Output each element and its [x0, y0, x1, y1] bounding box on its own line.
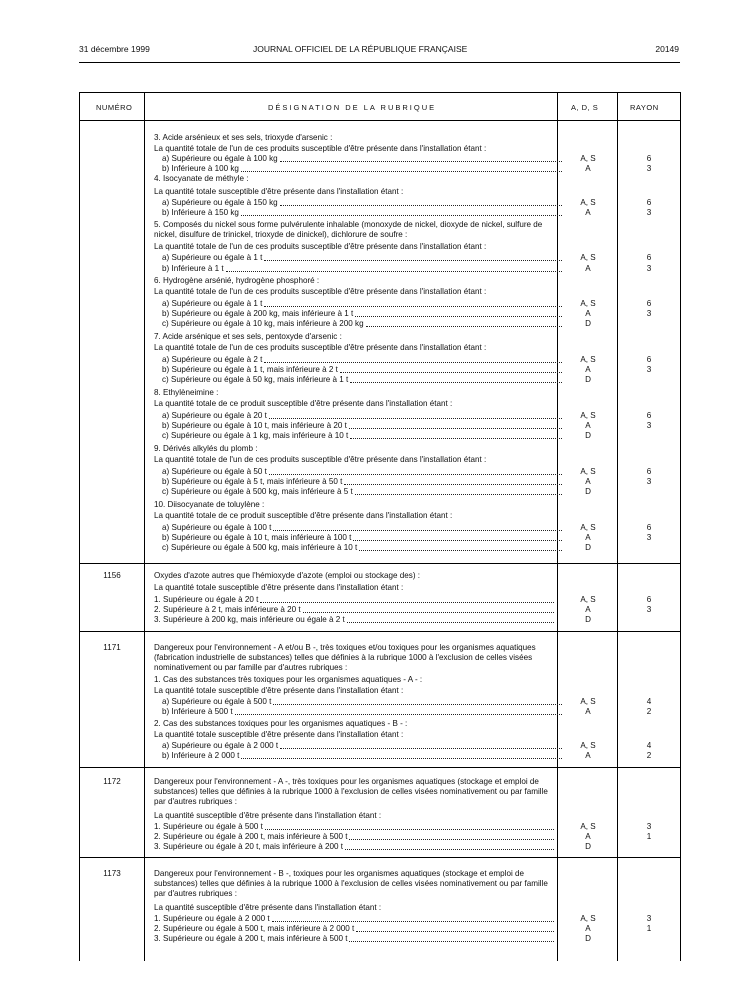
- rayon-value: 2: [646, 751, 652, 760]
- ads-value: D: [585, 842, 591, 851]
- ads-value: A, S: [580, 914, 596, 923]
- row-separator: [80, 563, 680, 564]
- threshold-line: 3. Supérieure ou égale à 20 t, mais inférieure à 200 t: [154, 842, 554, 852]
- ads-value: A, S: [580, 595, 596, 604]
- quantity-intro: La quantité totale susceptible d'être présente dans l'installation étant :: [154, 583, 404, 592]
- quantity-intro: La quantité totale susceptible d'être présente dans l'installation étant :: [154, 686, 404, 695]
- col-header-rayon: RAYON: [630, 103, 659, 112]
- ads-value: D: [585, 375, 591, 384]
- rayon-value: 6: [646, 595, 652, 604]
- page-header: [79, 44, 679, 56]
- item-heading: 4. Isocyanate de méthyle :: [154, 174, 249, 183]
- ads-value: A: [585, 707, 591, 716]
- quantity-intro: La quantité susceptible d'être présente dans l'installation étant :: [154, 903, 382, 912]
- item-heading: 5. Composés du nickel sous forme pulvérulente inhalable (monoxyde de nickel, dioxyde de nickel, sulfure de nickel, disulfure de trinickel, trioxyde de dinickel), dichlorure de soufre :: [154, 220, 543, 239]
- quantity-intro: La quantité totale de l'un de ces produits susceptible d'être présente dans l'installation étant :: [154, 144, 487, 153]
- ads-value: A: [585, 477, 591, 486]
- threshold-line: b) Inférieure à 500 t: [154, 707, 562, 717]
- rayon-value: 6: [646, 411, 652, 420]
- rayon-value: 4: [646, 741, 652, 750]
- ads-value: A, S: [580, 198, 596, 207]
- threshold-line: b) Supérieure ou égale à 5 t, mais inférieure à 50 t: [154, 477, 562, 487]
- rayon-value: 3: [646, 421, 652, 430]
- rubrique-title: Dangereux pour l'environnement - A et/ou B -, très toxiques et/ou toxiques pour les organismes aquatiques (fabrication industrielle de substances) telles que définies à la rubrique 1000 à l'exclusion de celles visées nominativement ou par famille par d'autres rubriques :: [154, 643, 536, 672]
- header-date: 31 décembre 1999: [79, 44, 150, 54]
- ads-value: A: [585, 208, 591, 217]
- rayon-value: 1: [646, 832, 652, 841]
- ads-value: A, S: [580, 154, 596, 163]
- row-separator: [80, 631, 680, 632]
- header-title: JOURNAL OFFICIEL DE LA RÉPUBLIQUE FRANÇAISE: [253, 44, 468, 54]
- rayon-value: 6: [646, 198, 652, 207]
- ads-value: A, S: [580, 411, 596, 420]
- threshold-line: a) Supérieure ou égale à 20 t: [154, 411, 562, 421]
- rayon-value: 4: [646, 697, 652, 706]
- ads-value: A: [585, 164, 591, 173]
- quantity-intro: La quantité totale de ce produit susceptible d'être présente dans l'installation étant :: [154, 399, 453, 408]
- rayon-value: 6: [646, 467, 652, 476]
- quantity-intro: La quantité totale de l'un de ces produits susceptible d'être présente dans l'installation étant :: [154, 343, 487, 352]
- rubrique-number: 1172: [103, 777, 121, 786]
- threshold-line: 3. Supérieure ou égale à 200 t, mais inférieure à 500 t: [154, 934, 554, 944]
- threshold-line: 3. Supérieure à 200 kg, mais inférieure ou égale à 2 t: [154, 615, 554, 625]
- rubrique-number: 1171: [103, 643, 121, 652]
- rayon-value: 3: [646, 164, 652, 173]
- ads-value: A: [585, 924, 591, 933]
- header-page-number: 20149: [655, 44, 679, 54]
- threshold-line: a) Supérieure ou égale à 2 t: [154, 355, 562, 365]
- rayon-value: 2: [646, 707, 652, 716]
- threshold-line: b) Supérieure ou égale à 10 t, mais inférieure à 20 t: [154, 421, 562, 431]
- rayon-value: 6: [646, 154, 652, 163]
- rayon-value: 3: [646, 533, 652, 542]
- row-separator: [80, 767, 680, 768]
- threshold-line: b) Inférieure à 150 kg: [154, 208, 562, 218]
- threshold-line: 1. Supérieure ou égale à 2 000 t: [154, 914, 554, 924]
- quantity-intro: La quantité totale de l'un de ces produits susceptible d'être présente dans l'installation étant :: [154, 287, 487, 296]
- rayon-value: 6: [646, 355, 652, 364]
- threshold-line: a) Supérieure ou égale à 1 t: [154, 299, 562, 309]
- quantity-intro: La quantité totale susceptible d'être présente dans l'installation étant :: [154, 730, 404, 739]
- item-heading: 9. Dérivés alkylés du plomb :: [154, 444, 258, 453]
- threshold-line: 1. Supérieure ou égale à 500 t: [154, 822, 554, 832]
- ads-value: A: [585, 832, 591, 841]
- threshold-line: a) Supérieure ou égale à 100 t: [154, 523, 562, 533]
- quantity-intro: La quantité totale de l'un de ces produits susceptible d'être présente dans l'installation étant :: [154, 455, 487, 464]
- rayon-value: 3: [646, 605, 652, 614]
- rayon-value: 3: [646, 914, 652, 923]
- quantity-intro: La quantité totale de l'un de ces produits susceptible d'être présente dans l'installation étant :: [154, 242, 487, 251]
- threshold-line: 1. Supérieure ou égale à 20 t: [154, 595, 554, 605]
- threshold-line: a) Supérieure ou égale à 100 kg: [154, 154, 562, 164]
- rubrique-title: Oxydes d'azote autres que l'hémioxyde d'azote (emploi ou stockage des) :: [154, 571, 421, 580]
- rubrique-title: Dangereux pour l'environnement - A -, très toxiques pour les organismes aquatiques (stockage et emploi de substances) telles que définies à la rubrique 1000 à l'exclusion de celles visées nominativement ou par famille par d'autres rubriques :: [154, 777, 548, 806]
- ads-value: A, S: [580, 253, 596, 262]
- quantity-intro: La quantité susceptible d'être présente dans l'installation étant :: [154, 811, 382, 820]
- ads-value: A: [585, 533, 591, 542]
- threshold-line: a) Supérieure ou égale à 500 t: [154, 697, 562, 707]
- col-header-numero: NUMÉRO: [96, 103, 133, 112]
- threshold-line: a) Supérieure ou égale à 1 t: [154, 253, 562, 263]
- item-heading: 1. Cas des substances très toxiques pour les organismes aquatiques - A - :: [154, 675, 423, 684]
- quantity-intro: La quantité totale susceptible d'être présente dans l'installation étant :: [154, 187, 404, 196]
- rubrique-table: [79, 92, 681, 961]
- threshold-line: b) Supérieure ou égale à 200 kg, mais inférieure à 1 t: [154, 309, 562, 319]
- header-rule: [79, 62, 680, 63]
- threshold-line: a) Supérieure ou égale à 150 kg: [154, 198, 562, 208]
- threshold-line: 2. Supérieure à 2 t, mais inférieure à 20 t: [154, 605, 554, 615]
- col-header-ads: A, D, S: [571, 103, 599, 112]
- rayon-value: 3: [646, 264, 652, 273]
- rayon-value: 6: [646, 253, 652, 262]
- threshold-line: c) Supérieure ou égale à 500 kg, mais inférieure à 10 t: [154, 543, 562, 553]
- threshold-line: c) Supérieure ou égale à 10 kg, mais inférieure à 200 kg: [154, 319, 562, 329]
- ads-value: A, S: [580, 299, 596, 308]
- ads-value: D: [585, 615, 591, 624]
- item-heading: 7. Acide arsénique et ses sels, pentoxyde d'arsenic :: [154, 332, 342, 341]
- ads-value: A, S: [580, 822, 596, 831]
- ads-value: A, S: [580, 355, 596, 364]
- rayon-value: 3: [646, 365, 652, 374]
- ads-value: D: [585, 934, 591, 943]
- threshold-line: c) Supérieure ou égale à 500 kg, mais inférieure à 5 t: [154, 487, 562, 497]
- ads-value: D: [585, 431, 591, 440]
- threshold-line: a) Supérieure ou égale à 2 000 t: [154, 741, 562, 751]
- threshold-line: b) Inférieure à 1 t: [154, 264, 562, 274]
- item-heading: 8. Ethylèneimine :: [154, 388, 219, 397]
- threshold-line: b) Inférieure à 100 kg: [154, 164, 562, 174]
- rubrique-number: 1156: [103, 571, 121, 580]
- rubrique-number: 1173: [103, 869, 121, 878]
- ads-value: A: [585, 605, 591, 614]
- table-header-row: [80, 93, 680, 121]
- threshold-line: 2. Supérieure ou égale à 200 t, mais inférieure à 500 t: [154, 832, 554, 842]
- rayon-value: 3: [646, 309, 652, 318]
- rubrique-title: Dangereux pour l'environnement - B -, toxiques pour les organismes aquatiques (stockage et emploi de substances) telles que définies à la rubrique 1000 à l'exclusion de celles visées nominativement ou par famille par d'autres rubriques :: [154, 869, 548, 898]
- rayon-value: 3: [646, 208, 652, 217]
- rayon-value: 6: [646, 523, 652, 532]
- ads-value: A: [585, 751, 591, 760]
- ads-value: D: [585, 487, 591, 496]
- row-separator: [80, 857, 680, 858]
- threshold-line: 2. Supérieure ou égale à 500 t, mais inférieure à 2 000 t: [154, 924, 554, 934]
- item-heading: 6. Hydrogène arsénié, hydrogène phosphoré :: [154, 276, 320, 285]
- ads-value: A: [585, 421, 591, 430]
- col-header-designation: DÉSIGNATION DE LA RUBRIQUE: [268, 103, 437, 112]
- threshold-line: c) Supérieure ou égale à 50 kg, mais inférieure à 1 t: [154, 375, 562, 385]
- rayon-value: 6: [646, 299, 652, 308]
- item-heading: 10. Diisocyanate de toluylène :: [154, 500, 265, 509]
- ads-value: D: [585, 319, 591, 328]
- threshold-line: b) Supérieure ou égale à 1 t, mais inférieure à 2 t: [154, 365, 562, 375]
- ads-value: D: [585, 543, 591, 552]
- rayon-value: 3: [646, 477, 652, 486]
- ads-value: A, S: [580, 523, 596, 532]
- ads-value: A, S: [580, 741, 596, 750]
- ads-value: A: [585, 264, 591, 273]
- ads-value: A, S: [580, 697, 596, 706]
- ads-value: A: [585, 309, 591, 318]
- threshold-line: b) Supérieure ou égale à 10 t, mais inférieure à 100 t: [154, 533, 562, 543]
- ads-value: A, S: [580, 467, 596, 476]
- threshold-line: a) Supérieure ou égale à 50 t: [154, 467, 562, 477]
- ads-value: A: [585, 365, 591, 374]
- quantity-intro: La quantité totale de ce produit susceptible d'être présente dans l'installation étant :: [154, 511, 453, 520]
- column-divider: [144, 93, 145, 961]
- item-heading: 3. Acide arsénieux et ses sels, trioxyde d'arsenic :: [154, 133, 333, 142]
- rayon-value: 1: [646, 924, 652, 933]
- threshold-line: c) Supérieure ou égale à 1 kg, mais inférieure à 10 t: [154, 431, 562, 441]
- threshold-line: b) Inférieure à 2 000 t: [154, 751, 562, 761]
- item-heading: 2. Cas des substances toxiques pour les organismes aquatiques - B - :: [154, 719, 408, 728]
- rayon-value: 3: [646, 822, 652, 831]
